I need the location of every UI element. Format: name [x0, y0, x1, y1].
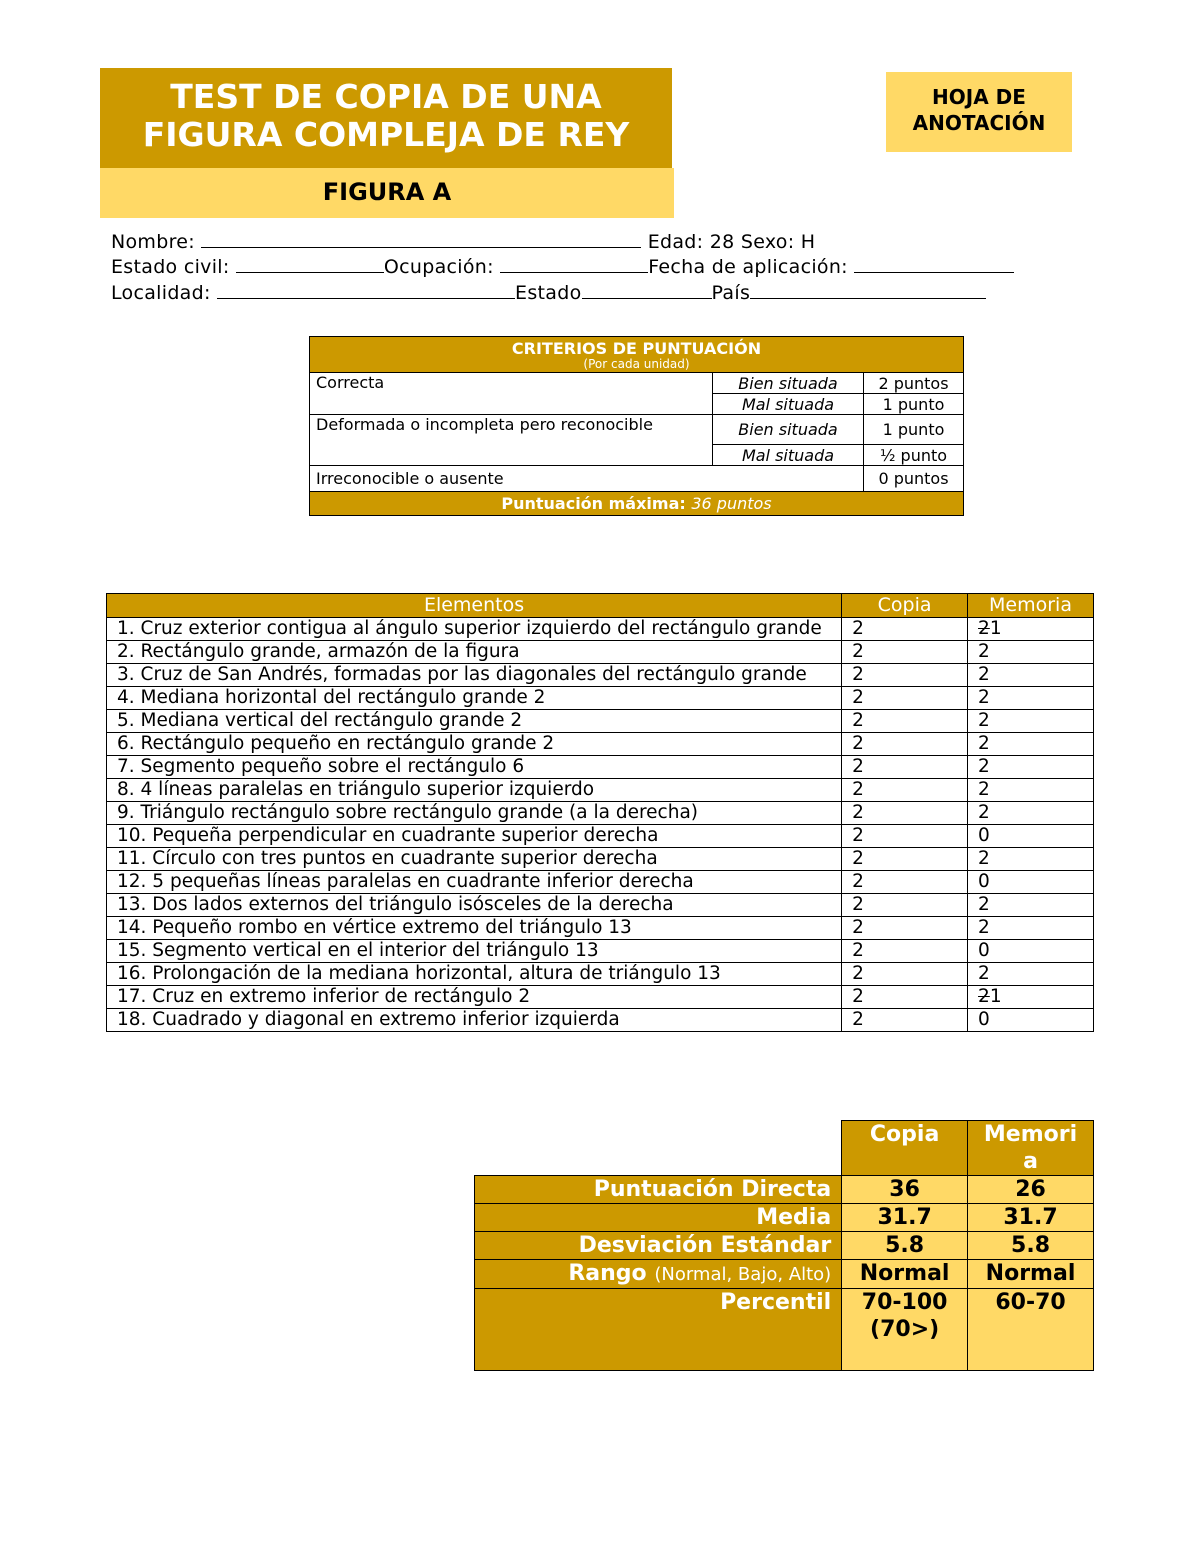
memoria-score: 2: [968, 710, 1094, 733]
document-title: [100, 68, 672, 168]
element-description: 2. Rectángulo grande, armazón de la figura: [107, 641, 842, 664]
table-row: [107, 687, 1094, 710]
table-row: [107, 940, 1094, 963]
summary-empty-cell: [475, 1121, 842, 1176]
table-row: [107, 1009, 1094, 1032]
copia-score: 2: [842, 641, 968, 664]
fecha-label: Fecha de aplicación:: [648, 256, 848, 278]
criteria-points: 1 punto: [864, 394, 964, 415]
memoria-score: [968, 618, 1094, 641]
criteria-header: [310, 337, 964, 373]
summary-label-text: Media: [756, 1205, 832, 1230]
estado-civil-label: Estado civil:: [111, 256, 230, 278]
sheet-line-2: ANOTACIÓN: [912, 111, 1046, 135]
memoria-corrected-score: 1: [989, 618, 1002, 639]
memoria-score: 2: [968, 641, 1094, 664]
copia-score: 2: [842, 618, 968, 641]
table-row: [107, 641, 1094, 664]
element-description: 15. Segmento vertical en el interior del triángulo 13: [107, 940, 842, 963]
copia-score: 2: [842, 802, 968, 825]
element-description: 13. Dos lados externos del triángulo isósceles de la derecha: [107, 894, 842, 917]
criteria-bien-situada: Bien situada: [713, 373, 864, 394]
memoria-score: [968, 986, 1094, 1009]
summary-copia-value: 31.7: [842, 1204, 968, 1232]
copia-score: 2: [842, 871, 968, 894]
title-line-2: FIGURA COMPLEJA DE REY: [142, 115, 630, 154]
element-description: 7. Segmento pequeño sobre el rectángulo 6: [107, 756, 842, 779]
summary-label-note: (Normal, Bajo, Alto): [654, 1264, 832, 1285]
memoria-score: 2: [968, 733, 1094, 756]
memoria-corrected-score: 1: [989, 986, 1002, 1007]
table-row: [107, 802, 1094, 825]
criteria-title: CRITERIOS DE PUNTUACIÓN: [511, 338, 762, 358]
table-row: [107, 664, 1094, 687]
summary-memoria-value: 5.8: [968, 1232, 1094, 1260]
pais-label: País: [711, 282, 751, 304]
figure-label: FIGURA A: [100, 168, 674, 218]
summary-copia-value: Normal: [842, 1260, 968, 1289]
criteria-subtitle: (Por cada unidad): [583, 356, 690, 371]
summary-copia-value: 5.8: [842, 1232, 968, 1260]
criteria-points: 1 punto: [864, 415, 964, 445]
table-row: [107, 710, 1094, 733]
memoria-header: Memoria: [968, 594, 1094, 618]
copia-score: 2: [842, 825, 968, 848]
estado-field[interactable]: [582, 281, 712, 299]
table-row: [107, 917, 1094, 940]
title-line-1: TEST DE COPIA DE UNA: [170, 77, 602, 116]
info-line-2: [111, 255, 1014, 278]
copia-score: 2: [842, 986, 968, 1009]
memoria-score: 2: [968, 848, 1094, 871]
elements-header: Elementos: [107, 594, 842, 618]
summary-row: [475, 1232, 1094, 1260]
element-description: 16. Prolongación de la mediana horizontal, altura de triángulo 13: [107, 963, 842, 986]
summary-row: [475, 1204, 1094, 1232]
copia-score: 2: [842, 894, 968, 917]
copia-score: 2: [842, 687, 968, 710]
summary-label: [475, 1289, 842, 1371]
memoria-score: 0: [968, 1009, 1094, 1032]
memoria-struck-score: 2: [978, 986, 990, 1007]
copia-score: 2: [842, 963, 968, 986]
element-description: 5. Mediana vertical del rectángulo grande 2: [107, 710, 842, 733]
summary-label-text: Percentil: [720, 1290, 832, 1315]
copia-header: Copia: [842, 594, 968, 618]
summary-label: [475, 1232, 842, 1260]
summary-row: [475, 1176, 1094, 1204]
memoria-score: 2: [968, 687, 1094, 710]
copia-score: 2: [842, 779, 968, 802]
summary-memoria-header: Memoria: [968, 1121, 1094, 1176]
table-row: [107, 779, 1094, 802]
criteria-points: 0 puntos: [864, 466, 964, 492]
copia-score: 2: [842, 848, 968, 871]
sexo-label: Sexo:: [740, 231, 795, 253]
element-description: 17. Cruz en extremo inferior de rectángulo 2: [107, 986, 842, 1009]
summary-memoria-value: 26: [968, 1176, 1094, 1204]
criteria-points: 2 puntos: [864, 373, 964, 394]
table-row: [107, 963, 1094, 986]
table-row: [107, 756, 1094, 779]
criteria-table: [309, 336, 964, 516]
copia-score: 2: [842, 1009, 968, 1032]
summary-copia-value: 36: [842, 1176, 968, 1204]
element-description: 18. Cuadrado y diagonal en extremo inferior izquierda: [107, 1009, 842, 1032]
summary-row: [475, 1289, 1094, 1371]
memoria-score: 2: [968, 802, 1094, 825]
copia-score: 2: [842, 756, 968, 779]
summary-label-text: Puntuación Directa: [593, 1177, 832, 1202]
edad-label: Edad:: [647, 231, 704, 253]
memoria-score: 0: [968, 871, 1094, 894]
table-row: [107, 618, 1094, 641]
criteria-mal-situada: Mal situada: [713, 394, 864, 415]
element-description: 11. Círculo con tres puntos en cuadrante superior derecha: [107, 848, 842, 871]
criteria-max-value: 36 puntos: [691, 494, 772, 513]
element-description: 12. 5 pequeñas líneas paralelas en cuadrante inferior derecha: [107, 871, 842, 894]
summary-label: [475, 1260, 842, 1289]
summary-label-text: Desviación Estándar: [578, 1233, 832, 1258]
summary-copia-header: Copia: [842, 1121, 968, 1176]
memoria-struck-score: 2: [978, 618, 990, 639]
copia-score: 2: [842, 664, 968, 687]
element-description: 14. Pequeño rombo en vértice extremo del triángulo 13: [107, 917, 842, 940]
sheet-type-label: [886, 72, 1072, 152]
info-line-1: [111, 230, 815, 253]
summary-label-text: Rango: [568, 1261, 647, 1286]
copia-score: 2: [842, 733, 968, 756]
copia-score: 2: [842, 917, 968, 940]
sheet-line-1: HOJA DE: [932, 85, 1026, 109]
edad-value: 28: [709, 231, 735, 253]
summary-table: [474, 1120, 1094, 1371]
table-row: [107, 871, 1094, 894]
elements-table: [106, 593, 1094, 1032]
criteria-bien-situada: Bien situada: [713, 415, 864, 445]
memoria-score: 2: [968, 917, 1094, 940]
element-description: 10. Pequeña perpendicular en cuadrante superior derecha: [107, 825, 842, 848]
criteria-correcta: Correcta: [310, 373, 713, 415]
summary-label: [475, 1204, 842, 1232]
table-row: [107, 848, 1094, 871]
summary-label: [475, 1176, 842, 1204]
memoria-score: 2: [968, 963, 1094, 986]
element-description: 3. Cruz de San Andrés, formadas por las diagonales del rectángulo grande: [107, 664, 842, 687]
copia-score: 2: [842, 940, 968, 963]
criteria-max-score: [310, 492, 964, 516]
element-description: 6. Rectángulo pequeño en rectángulo grande 2: [107, 733, 842, 756]
summary-memoria-value: 60-70: [968, 1289, 1094, 1371]
table-row: [107, 733, 1094, 756]
memoria-score: 2: [968, 894, 1094, 917]
ocupacion-label: Ocupación:: [383, 256, 494, 278]
criteria-deformada: Deformada o incompleta pero reconocible: [310, 415, 713, 466]
pais-field[interactable]: [750, 281, 986, 299]
estado-civil-field[interactable]: [236, 255, 384, 273]
copia-score: 2: [842, 710, 968, 733]
summary-memoria-value: Normal: [968, 1260, 1094, 1289]
info-line-3: [111, 281, 986, 304]
estado-label: Estado: [515, 282, 582, 304]
sexo-value: H: [800, 231, 816, 253]
localidad-label: Localidad:: [111, 282, 211, 304]
criteria-irreconocible: Irreconocible o ausente: [310, 466, 864, 492]
fecha-field[interactable]: [854, 255, 1014, 273]
criteria-mal-situada: Mal situada: [713, 445, 864, 466]
element-description: 9. Triángulo rectángulo sobre rectángulo grande (a la derecha): [107, 802, 842, 825]
criteria-max-label: Puntuación máxima:: [501, 494, 686, 513]
table-row: [107, 986, 1094, 1009]
memoria-score: 0: [968, 940, 1094, 963]
localidad-field[interactable]: [217, 281, 515, 299]
table-row: [107, 894, 1094, 917]
ocupacion-field[interactable]: [500, 255, 648, 273]
summary-memoria-value: 31.7: [968, 1204, 1094, 1232]
memoria-score: 2: [968, 756, 1094, 779]
criteria-points: ½ punto: [864, 445, 964, 466]
memoria-score: 0: [968, 825, 1094, 848]
summary-row: [475, 1260, 1094, 1289]
memoria-score: 2: [968, 664, 1094, 687]
table-row: [107, 825, 1094, 848]
nombre-label: Nombre:: [111, 231, 195, 253]
element-description: 8. 4 líneas paralelas en triángulo superior izquierdo: [107, 779, 842, 802]
memoria-score: 2: [968, 779, 1094, 802]
summary-copia-value: 70-100(70>): [842, 1289, 968, 1371]
element-description: 1. Cruz exterior contigua al ángulo superior izquierdo del rectángulo grande: [107, 618, 842, 641]
element-description: 4. Mediana horizontal del rectángulo grande 2: [107, 687, 842, 710]
nombre-field[interactable]: [201, 230, 641, 248]
